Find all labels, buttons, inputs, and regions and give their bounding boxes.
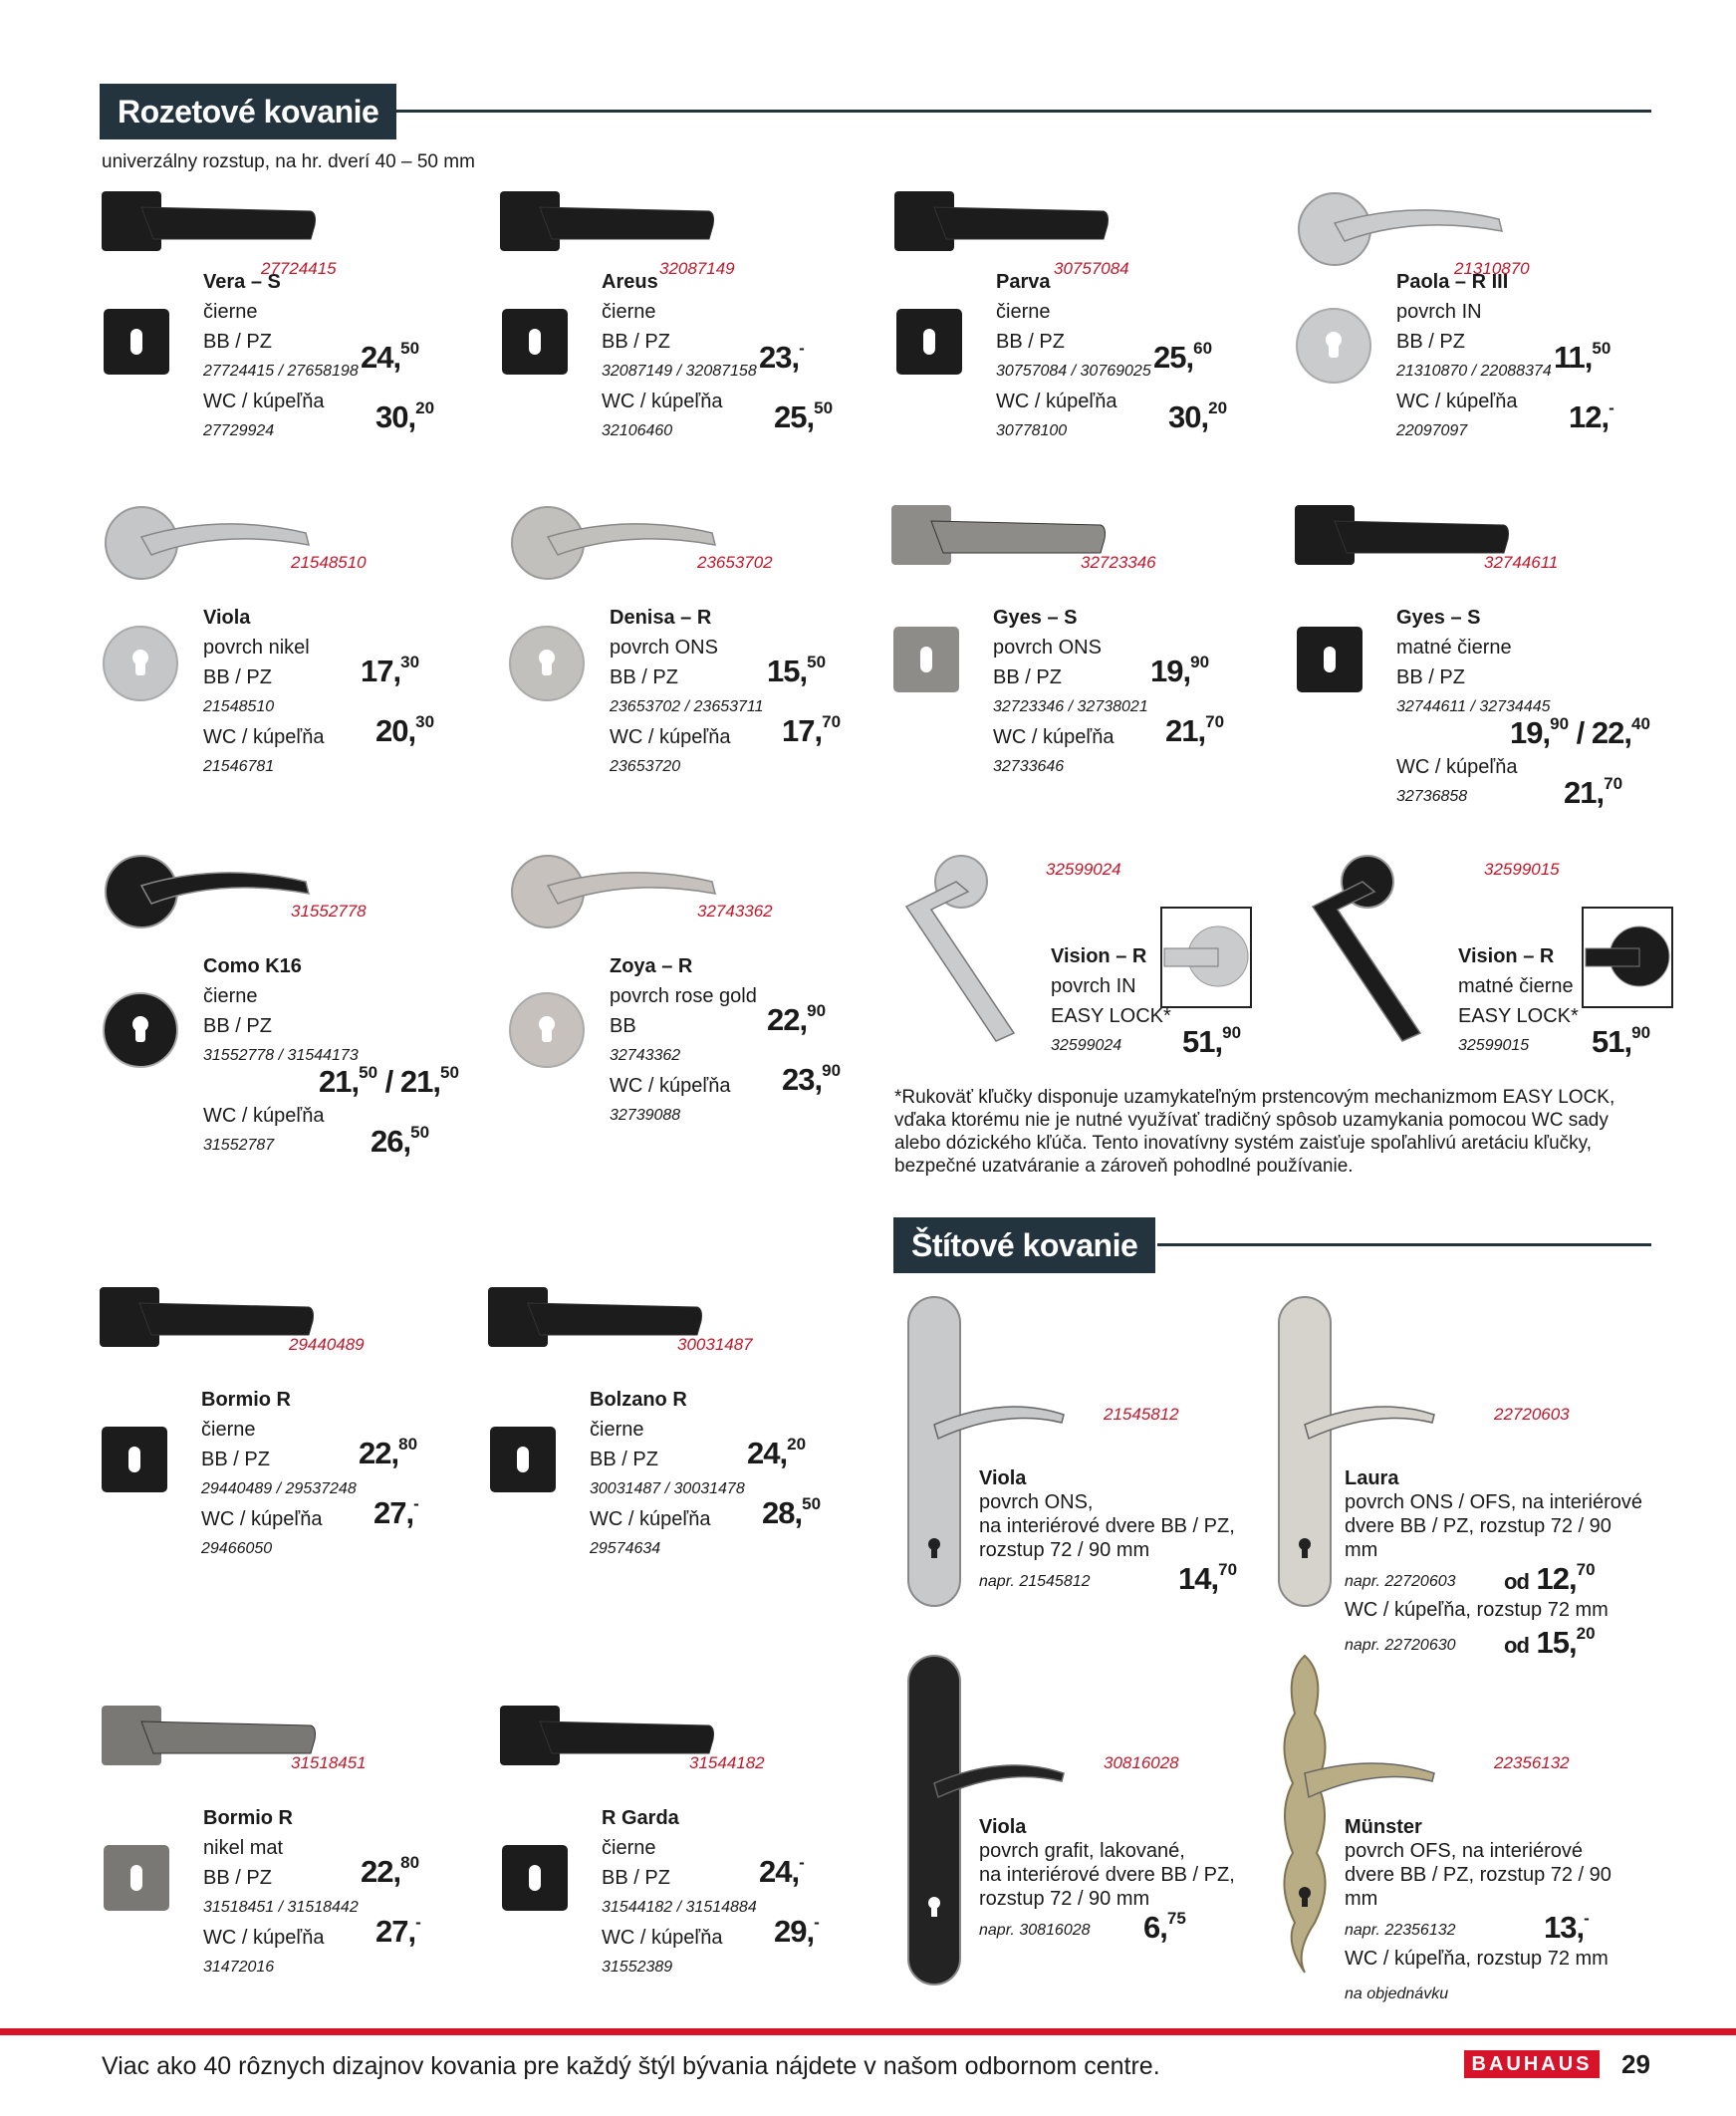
article-code: 29440489	[289, 1335, 365, 1354]
wc-code: 32106460	[602, 422, 673, 439]
wc-code: 29574634	[590, 1540, 661, 1557]
wc-code: napr. 22720630	[1345, 1637, 1456, 1654]
price-wc: 23,90	[782, 1061, 842, 1097]
product-vision-2[interactable]	[1293, 852, 1691, 1071]
price-wc: 21,70	[1564, 774, 1623, 810]
product-bolzano[interactable]	[488, 1285, 867, 1604]
price-wc: 21,70	[1165, 712, 1225, 748]
product-name: Laura	[1345, 1467, 1399, 1489]
price-wc: 30,20	[1168, 398, 1228, 434]
page-number: 29	[1621, 2049, 1650, 2079]
wc-label: WC / kúpeľňa	[996, 391, 1117, 412]
wc-label: WC / kúpeľňa	[993, 726, 1115, 748]
product-finish: nikel mat	[203, 1837, 284, 1859]
wc-line: WC / kúpeľňa, rozstup 72 mm	[1345, 1948, 1609, 1970]
bbpz-codes: 32744611 / 32734445	[1396, 698, 1551, 715]
desc-line-1: povrch ONS,	[979, 1491, 1094, 1513]
vision-info	[1051, 941, 1171, 1061]
example-code: napr. 22720603	[1345, 1573, 1456, 1590]
product-info	[1396, 603, 1551, 812]
product-name: Vision – R	[1051, 945, 1147, 967]
product-name: Gyes – S	[993, 607, 1078, 629]
price-bbpz: 25,60	[1153, 339, 1213, 375]
wc-code: 30778100	[996, 422, 1068, 439]
product-finish: čierne	[996, 301, 1051, 323]
price-bbpz-range: 19,90 / 22,40	[1510, 714, 1650, 750]
price-wc: 28,50	[762, 1494, 822, 1530]
bbpz-label: BB / PZ	[610, 666, 678, 688]
bbpz-label: BB / PZ	[1396, 331, 1465, 353]
easy-lock-note: *Rukoväť kľučky disponuje uzamykateľným prstencovým mechanizmom EASY LOCK, vďaka ktorému nie je nutné využívať tradičný spôsob uzamykania pomocou WC sady alebo dózického kľúča. Tento inovatívny systém zaisťuje spoľahlivú aretáciu kľučky, bezpečné uzatváranie a zároveň pohodlné používanie.	[894, 1087, 1615, 1177]
wc-label: WC / kúpeľňa	[610, 1075, 731, 1097]
handle-image	[102, 1704, 321, 1783]
wc-label: WC / kúpeľňa	[610, 726, 731, 748]
shield-product-2[interactable]	[1265, 1295, 1643, 1660]
keyhole-rosette	[1295, 307, 1372, 385]
keyhole-rosette	[102, 625, 179, 702]
bbpz-codes: 21310870 / 22088374	[1396, 363, 1552, 380]
article-code: 21310870	[1454, 259, 1530, 278]
price-wc: 27,-	[375, 1913, 421, 1949]
bbpz-codes: 32087149 / 32087158	[602, 363, 757, 380]
article-code: 31552778	[291, 902, 367, 921]
article-code: 30816028	[1104, 1753, 1179, 1772]
price-wc: 12,-	[1569, 398, 1614, 434]
product-gyes-black[interactable]	[1295, 503, 1673, 822]
handle-image	[100, 1285, 319, 1365]
price-bbpz: 24,20	[747, 1435, 807, 1470]
wc-label: WC / kúpeľňa	[203, 1105, 325, 1127]
article-code: 30031487	[677, 1335, 753, 1354]
keyhole-rosette	[102, 1843, 171, 1913]
bbpz-codes: 29440489 / 29537248	[201, 1480, 357, 1497]
bbpz-label: BB / PZ	[590, 1449, 658, 1470]
article-code: 22720603	[1494, 1405, 1570, 1424]
product-name: Viola	[979, 1467, 1027, 1489]
product-name: Münster	[1345, 1816, 1422, 1838]
wc-code: 21546781	[203, 758, 275, 775]
handle-image	[102, 503, 321, 603]
product-name: Areus	[602, 271, 658, 293]
vision-info	[1458, 941, 1579, 1061]
example-code: napr. 30816028	[979, 1922, 1091, 1939]
price-wc: 20,30	[375, 712, 435, 748]
product-info	[602, 267, 757, 446]
article-code: 22356132	[1494, 1753, 1570, 1772]
handle-image	[1295, 503, 1514, 583]
handle-image	[500, 189, 719, 269]
product-info	[590, 1385, 745, 1564]
handle-image	[508, 503, 727, 603]
wc-code: 32739088	[610, 1107, 681, 1124]
product-info	[610, 603, 764, 782]
shield-info	[979, 1815, 1235, 1947]
product-name: Paola – R III	[1396, 271, 1509, 293]
product-info	[602, 1803, 757, 1983]
lock-label: EASY LOCK*	[1458, 1005, 1579, 1027]
wc-label: WC / kúpeľňa	[602, 1927, 723, 1949]
article-code: 32599015	[1484, 860, 1560, 879]
product-info	[203, 267, 359, 446]
desc-line-2: dvere BB / PZ, rozstup 72 / 90 mm	[1345, 1864, 1612, 1910]
keyhole-rosette	[500, 307, 570, 377]
price: 13,-	[1544, 1909, 1590, 1945]
keyhole-rosette	[500, 1843, 570, 1913]
vision-handle-image	[1293, 852, 1472, 1051]
bbpz-label: BB	[610, 1015, 636, 1037]
article-code: 21548510	[291, 553, 367, 572]
bbpz-label: BB / PZ	[602, 331, 670, 353]
keyhole-rosette	[102, 991, 179, 1069]
price-bbpz: 23,-	[759, 339, 805, 375]
keyhole-rosette	[508, 991, 586, 1069]
section-divider	[394, 110, 1651, 113]
product-bormio-black[interactable]	[100, 1285, 478, 1604]
price: 51,90	[1182, 1023, 1242, 1059]
bbpz-label: BB / PZ	[203, 1867, 272, 1889]
vision-handle-image	[886, 852, 1066, 1051]
bbpz-codes: 31552778 / 31544173	[203, 1047, 359, 1064]
price: 14,70	[1178, 1560, 1238, 1596]
handle-image	[500, 1704, 719, 1783]
product-zoya[interactable]	[508, 852, 886, 1171]
price-bbpz: 11,50	[1554, 339, 1612, 375]
desc-line-3: rozstup 72 / 90 mm	[979, 1539, 1150, 1561]
price-wc: 25,50	[774, 398, 834, 434]
product-como[interactable]	[102, 852, 480, 1171]
product-name: Viola	[979, 1816, 1027, 1838]
price-bbpz: 22,80	[361, 1853, 420, 1889]
product-info	[203, 951, 359, 1161]
wc-code: 31552787	[203, 1137, 275, 1154]
product-name: Vision – R	[1458, 945, 1555, 967]
desc-line-1: povrch OFS, na interiérové	[1345, 1840, 1583, 1862]
article-code: 31544182	[689, 1753, 765, 1772]
footer-text: Viac ako 40 rôznych dizajnov kovania pre každý štýl bývania nájdete v našom odbornom centre.	[102, 2052, 1160, 2080]
product-finish: čierne	[203, 301, 258, 323]
vision-detail-image	[1582, 907, 1673, 1008]
product-name: Zoya – R	[610, 955, 693, 977]
price-wc: 29,-	[774, 1913, 820, 1949]
shield-product-1[interactable]	[894, 1295, 1273, 1634]
wc-label: WC / kúpeľňa	[203, 391, 325, 412]
wc-code: 32733646	[993, 758, 1065, 775]
bbpz-codes: 30031487 / 30031478	[590, 1480, 745, 1497]
article-code: 32599024	[1046, 860, 1121, 879]
product-finish: čierne	[602, 301, 656, 323]
bbpz-codes: 27724415 / 27658198	[203, 363, 359, 380]
article-code: 32744611	[1484, 553, 1559, 572]
product-finish: povrch ONS	[993, 637, 1102, 659]
bbpz-codes: 30757084 / 30769025	[996, 363, 1151, 380]
price: 6,75	[1143, 1909, 1186, 1945]
product-finish: čierne	[203, 985, 258, 1007]
product-code: 32599015	[1458, 1037, 1530, 1054]
shield-product-3[interactable]	[894, 1654, 1273, 1992]
keyhole-rosette	[100, 1425, 169, 1494]
handle-image	[894, 189, 1114, 269]
wc-label: WC / kúpeľňa	[1396, 756, 1518, 778]
keyhole-rosette	[102, 307, 171, 377]
article-code: 30757084	[1054, 259, 1129, 278]
section-divider-2	[1157, 1243, 1651, 1246]
bbpz-label: BB / PZ	[1396, 666, 1465, 688]
desc-line-1: povrch ONS / OFS, na interiérové	[1345, 1491, 1643, 1513]
price-wc: 30,20	[375, 398, 435, 434]
bbpz-codes: 31518451 / 31518442	[203, 1899, 359, 1916]
article-code: 32723346	[1081, 553, 1156, 572]
bbpz-label: BB / PZ	[201, 1449, 270, 1470]
product-info	[203, 603, 324, 782]
section-title-shield: Štítové kovanie	[893, 1217, 1155, 1273]
product-vera[interactable]	[102, 189, 480, 508]
product-bormio-nikel[interactable]	[102, 1704, 480, 2022]
wc-label: WC / kúpeľňa	[1396, 391, 1518, 412]
price: od 12,70	[1504, 1560, 1596, 1596]
bbpz-codes: 21548510	[203, 698, 275, 715]
product-paola[interactable]	[1295, 189, 1673, 508]
product-finish: čierne	[602, 1837, 656, 1859]
handle-image	[508, 852, 727, 951]
bbpz-label: BB / PZ	[996, 331, 1065, 353]
bbpz-codes: 32723346 / 32738021	[993, 698, 1148, 715]
product-info	[1396, 267, 1552, 446]
price-wc: 27,-	[373, 1494, 419, 1530]
vision-detail-image	[1160, 907, 1252, 1008]
wc-label: WC / kúpeľňa	[203, 1927, 325, 1949]
price-bbpz: 24,50	[361, 339, 420, 375]
bbpz-label: BB / PZ	[203, 1015, 272, 1037]
handle-image	[891, 503, 1111, 583]
product-info	[993, 603, 1148, 782]
wc-code: 22097097	[1396, 422, 1468, 439]
section-title-rosette: Rozetové kovanie	[100, 84, 396, 139]
price-wc: 17,70	[782, 712, 842, 748]
product-rgarda[interactable]	[500, 1704, 878, 2022]
handle-image	[102, 852, 321, 951]
example-code: napr. 22356132	[1345, 1922, 1456, 1939]
product-name: Bormio R	[203, 1807, 293, 1829]
bbpz-label: BB / PZ	[203, 666, 272, 688]
product-name: Denisa – R	[610, 607, 712, 629]
article-code: 32743362	[697, 902, 773, 921]
price: 51,90	[1592, 1023, 1651, 1059]
product-parva[interactable]	[894, 189, 1273, 508]
product-denisa[interactable]	[508, 503, 886, 822]
keyhole-rosette	[1295, 625, 1364, 694]
handle-image	[102, 189, 321, 269]
bbpz-codes: 31544182 / 31514884	[602, 1899, 757, 1916]
wc-code: 32736858	[1396, 788, 1468, 805]
keyhole-rosette	[894, 307, 964, 377]
wc-label: WC / kúpeľňa	[203, 726, 325, 748]
product-name: Gyes – S	[1396, 607, 1481, 629]
product-name: Bormio R	[201, 1389, 291, 1411]
wc-label: WC / kúpeľňa	[590, 1508, 711, 1530]
price-bbpz: 22,80	[359, 1435, 418, 1470]
wc-label: WC / kúpeľňa	[602, 391, 723, 412]
price-bbpz: 22,90	[767, 1001, 827, 1037]
shield-info	[1345, 1466, 1643, 1662]
product-areus[interactable]	[500, 189, 878, 508]
bbpz-codes: 23653702 / 23653711	[610, 698, 764, 715]
price-bbpz: 19,90	[1150, 653, 1210, 688]
desc-line-2: dvere BB / PZ, rozstup 72 / 90 mm	[1345, 1515, 1612, 1561]
product-finish: matné čierne	[1396, 637, 1512, 659]
product-finish: povrch ONS	[610, 637, 718, 659]
shield-product-4[interactable]	[1265, 1654, 1643, 2002]
product-code: 32599024	[1051, 1037, 1122, 1054]
wc-code: 29466050	[201, 1540, 273, 1557]
product-finish: matné čierne	[1458, 975, 1574, 997]
bbpz-label: BB / PZ	[993, 666, 1062, 688]
lock-label: EASY LOCK*	[1051, 1005, 1171, 1027]
article-code: 23653702	[697, 553, 773, 572]
wc-code: 27729924	[203, 422, 275, 439]
product-info	[203, 1803, 359, 1983]
price-bbpz: 17,30	[361, 653, 420, 688]
product-info	[996, 267, 1151, 446]
example-code: napr. 21545812	[979, 1573, 1091, 1590]
shield-info	[979, 1466, 1238, 1598]
desc-line-2: na interiérové dvere BB / PZ,	[979, 1515, 1235, 1537]
desc-line-1: povrch grafit, lakované,	[979, 1840, 1185, 1862]
product-finish: povrch nikel	[203, 637, 310, 659]
article-code: 21545812	[1104, 1405, 1179, 1424]
wc-line: WC / kúpeľňa, rozstup 72 mm	[1345, 1599, 1609, 1621]
product-name: R Garda	[602, 1807, 679, 1829]
price-wc: od 15,20	[1504, 1624, 1596, 1660]
product-finish: čierne	[201, 1419, 256, 1441]
price-wc: 26,50	[371, 1123, 430, 1159]
price-bbpz: 24,-	[759, 1853, 805, 1889]
wc-code: 31552389	[602, 1959, 673, 1976]
product-finish: povrch IN	[1051, 975, 1136, 997]
product-info	[201, 1385, 357, 1564]
keyhole-rosette	[508, 625, 586, 702]
product-finish: povrch rose gold	[610, 985, 757, 1007]
bbpz-label: BB / PZ	[602, 1867, 670, 1889]
price-bbpz-range: 21,50 / 21,50	[319, 1063, 459, 1099]
bbpz-label: BB / PZ	[203, 331, 272, 353]
shield-info	[1345, 1815, 1643, 2010]
product-info	[610, 951, 757, 1131]
product-finish: čierne	[590, 1419, 644, 1441]
product-name: Como K16	[203, 955, 302, 977]
price-bbpz: 15,50	[767, 653, 827, 688]
product-name: Viola	[203, 607, 251, 629]
bauhaus-logo: BAUHAUS	[1464, 2050, 1600, 2078]
product-name: Parva	[996, 271, 1051, 293]
keyhole-rosette	[488, 1425, 558, 1494]
desc-line-2: na interiérové dvere BB / PZ,	[979, 1864, 1235, 1886]
product-name: Vera – S	[203, 271, 281, 293]
product-gyes-ons[interactable]	[891, 503, 1270, 822]
article-code: 27724415	[261, 259, 337, 278]
article-code: 32087149	[659, 259, 735, 278]
wc-code: na objednávku	[1345, 1985, 1449, 2002]
wc-code: 31472016	[203, 1959, 275, 1976]
wc-label: WC / kúpeľňa	[201, 1508, 323, 1530]
product-viola[interactable]	[102, 503, 480, 822]
wc-code: 23653720	[610, 758, 681, 775]
section-subtitle: univerzálny rozstup, na hr. dverí 40 – 50 mm	[102, 151, 475, 172]
article-code: 31518451	[291, 1753, 367, 1772]
handle-image	[488, 1285, 707, 1365]
keyhole-rosette	[891, 625, 961, 694]
footer-bar	[0, 2028, 1736, 2035]
product-finish: povrch IN	[1396, 301, 1482, 323]
bbpz-codes: 32743362	[610, 1047, 681, 1064]
desc-line-3: rozstup 72 / 90 mm	[979, 1888, 1150, 1910]
product-vision-1[interactable]	[886, 852, 1285, 1071]
product-name: Bolzano R	[590, 1389, 687, 1411]
